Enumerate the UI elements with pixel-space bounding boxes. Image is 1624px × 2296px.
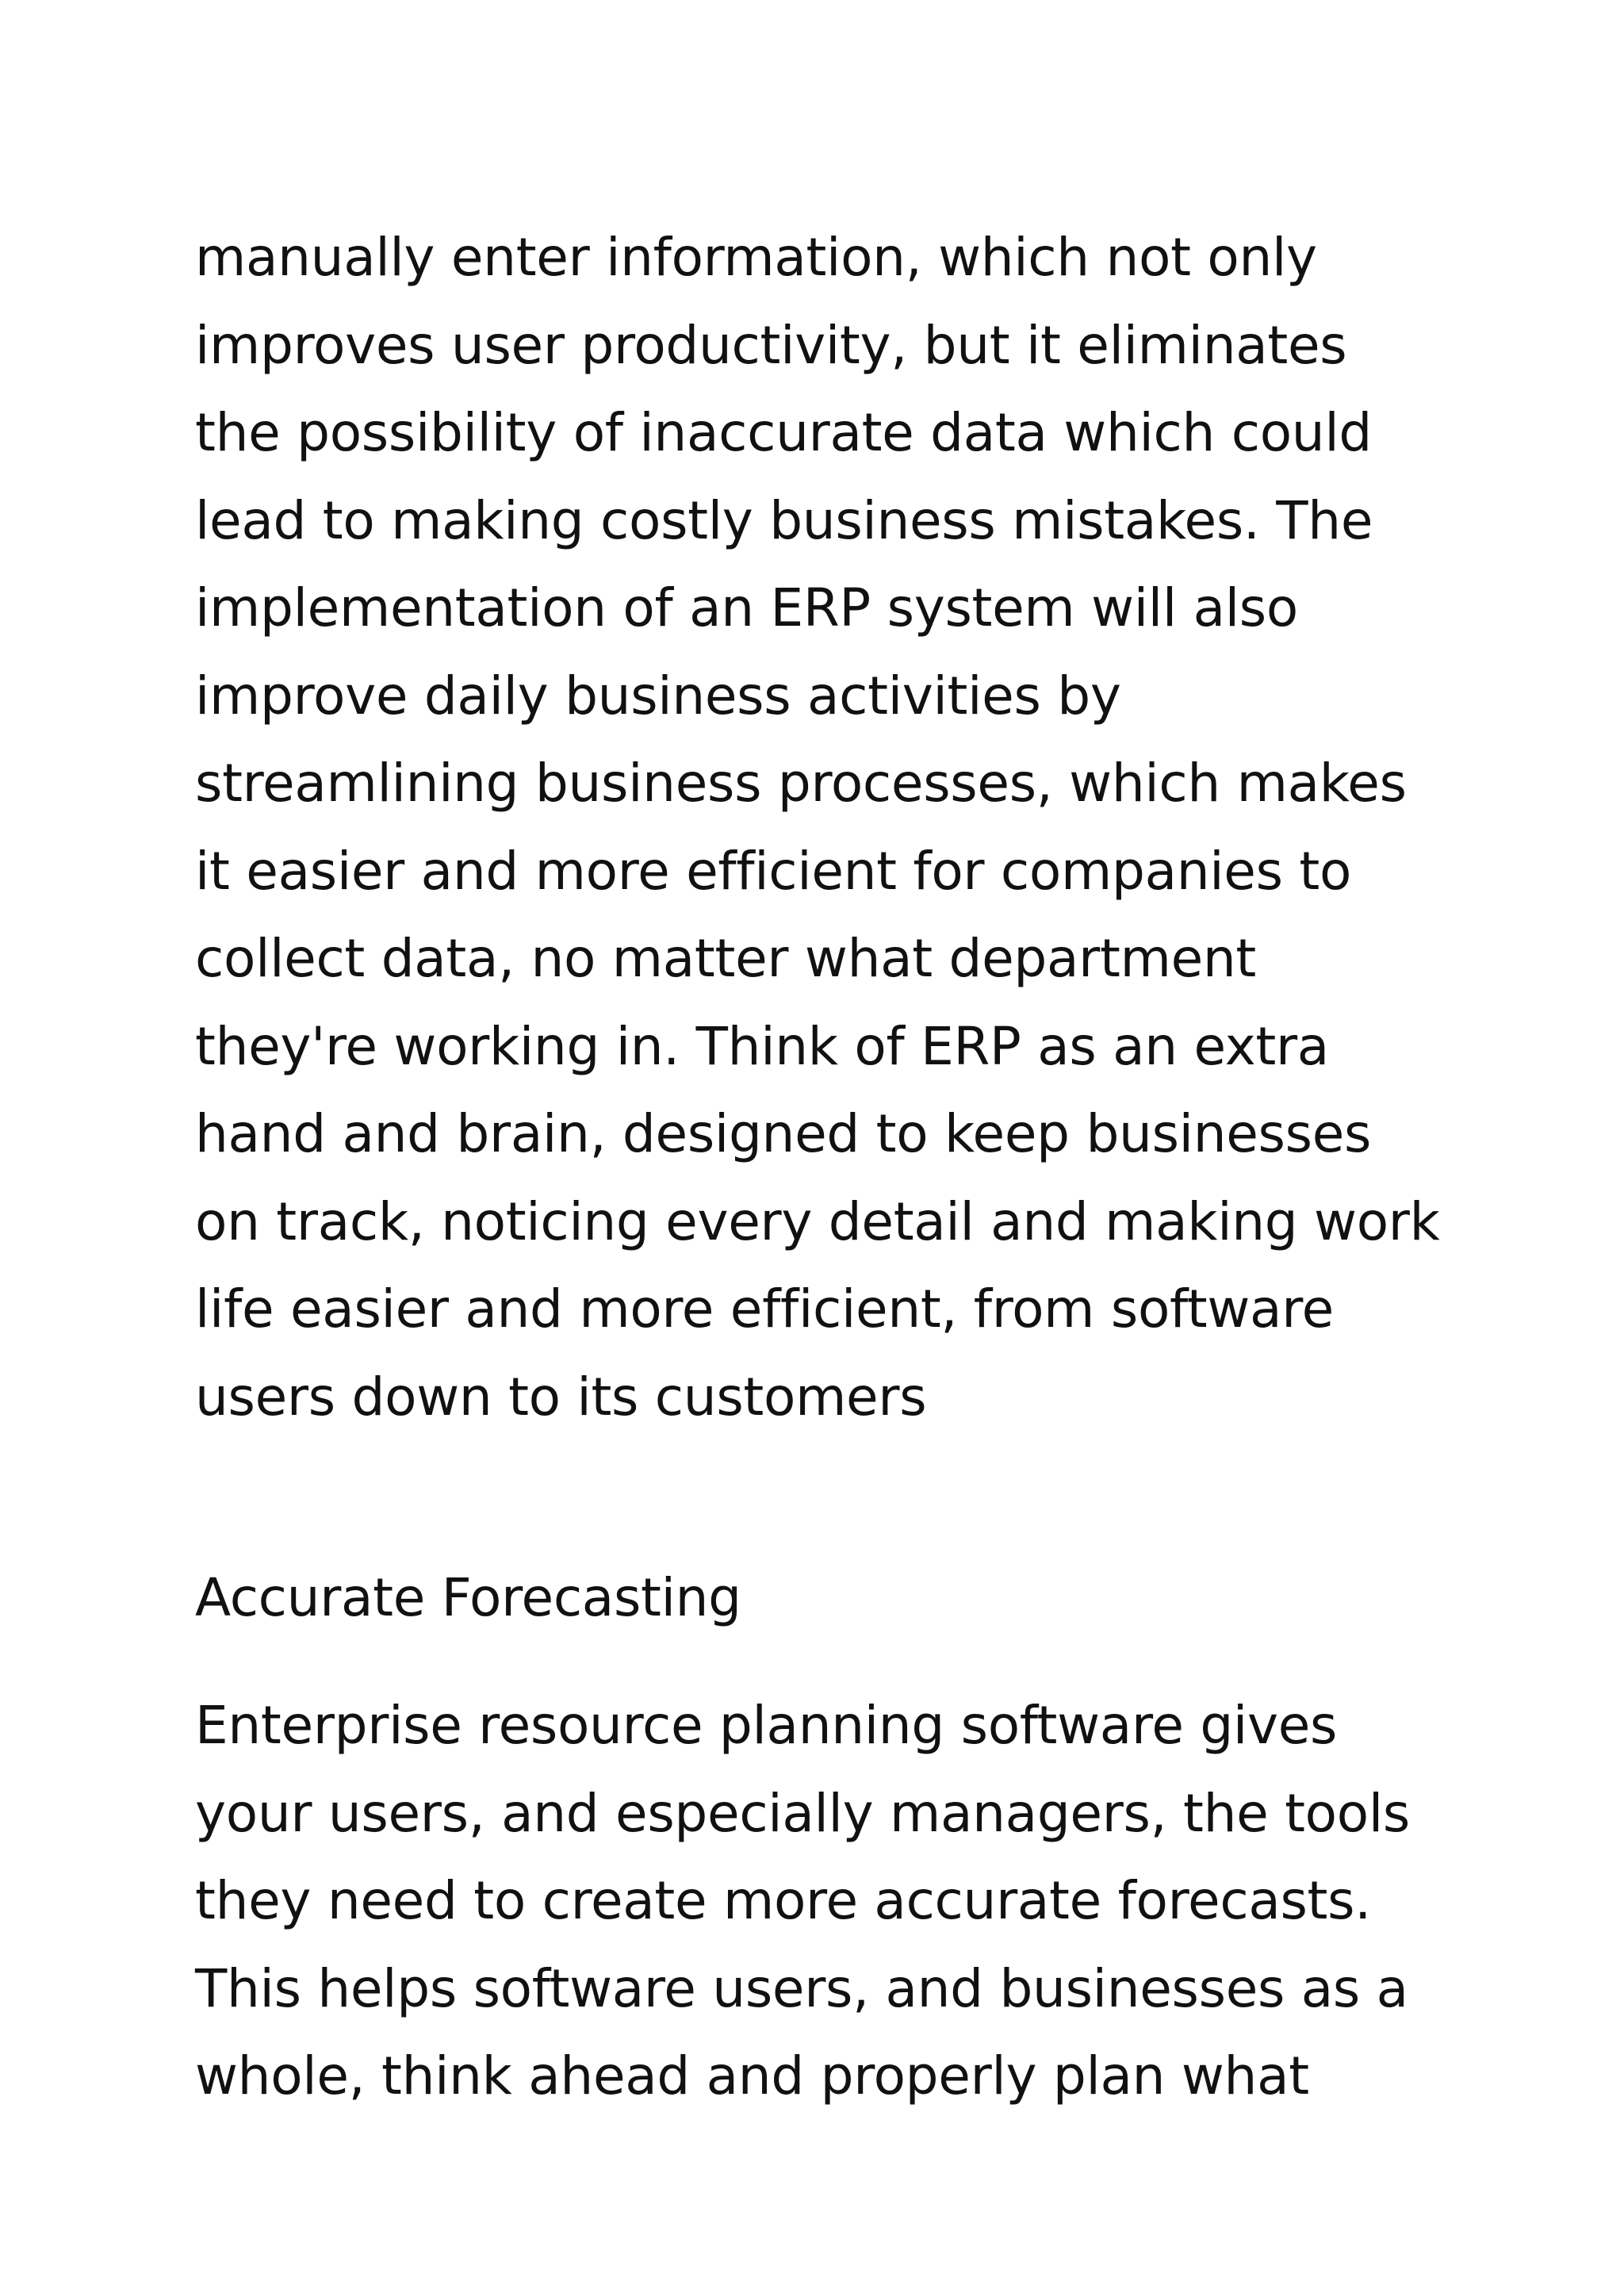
text-line: streamlining business processes, which makes	[195, 753, 1407, 814]
text-line: they're working in. Think of ERP as an extra	[195, 1015, 1329, 1077]
body-paragraph	[195, 214, 1543, 1441]
text-line: users down to its customers	[195, 1366, 927, 1428]
text-line: they need to create more accurate forecasts.	[195, 1870, 1371, 1931]
text-line: it easier and more efficient for companies to	[195, 840, 1352, 902]
text-line: improve daily business activities by	[195, 665, 1121, 726]
text-line: on track, noticing every detail and making work	[195, 1190, 1440, 1252]
text-line: whole, think ahead and properly plan what	[195, 2045, 1309, 2106]
text-line: hand and brain, designed to keep businesses	[195, 1103, 1372, 1164]
text-line: collect data, no matter what department	[195, 928, 1256, 989]
text-line: Enterprise resource planning software gives	[195, 1695, 1338, 1756]
text-line: improves user productivity, but it eliminates	[195, 314, 1347, 376]
text-line: the possibility of inaccurate data which could	[195, 402, 1372, 463]
text-line: manually enter information, which not only	[195, 227, 1317, 288]
text-line: lead to making costly business mistakes. The	[195, 489, 1373, 551]
text-line: your users, and especially managers, the tools	[195, 1782, 1410, 1844]
text-line: life easier and more efficient, from software	[195, 1278, 1334, 1340]
text-line: implementation of an ERP system will also	[195, 577, 1298, 638]
body-paragraph	[195, 1682, 1543, 2121]
text-line: This helps software users, and businesses as a	[195, 1957, 1408, 2019]
section-heading: Accurate Forecasting	[195, 1567, 741, 1628]
